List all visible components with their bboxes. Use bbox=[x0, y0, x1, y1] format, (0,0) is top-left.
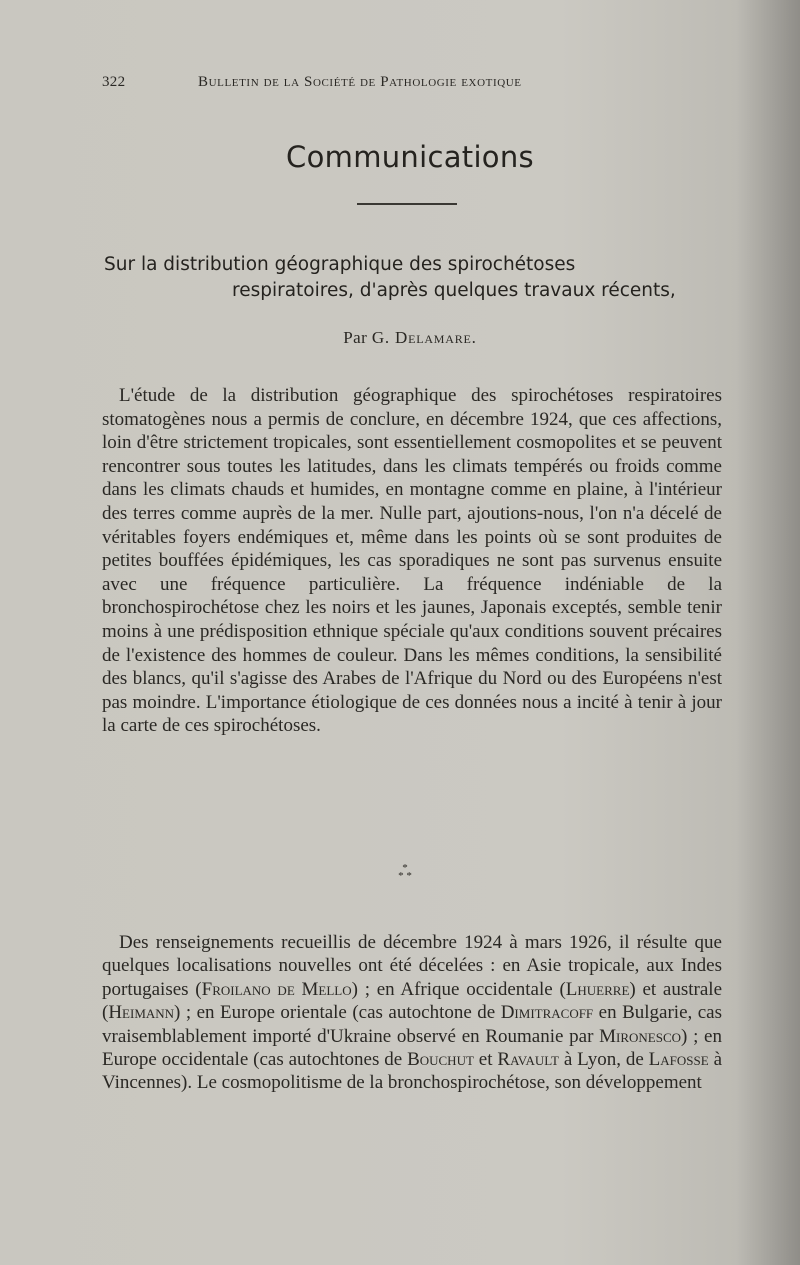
paragraph-2-text: ) ; en Europe orientale (cas autochtone de bbox=[174, 1002, 501, 1024]
paragraph-2-text: ) et australe ( bbox=[102, 978, 723, 1024]
section-title: Communications bbox=[286, 140, 534, 174]
cited-author: Lhuerre bbox=[565, 978, 630, 1000]
journal-title: Bulletin de la Société de Pathologie exotique bbox=[198, 74, 522, 90]
paragraph-2-text: et bbox=[473, 1049, 498, 1071]
cited-author: Dimitracoff bbox=[500, 1002, 594, 1024]
article-title bbox=[104, 252, 724, 304]
cited-author: Mironesco bbox=[599, 1025, 682, 1047]
paragraph-2-text: en Bulgarie, cas vraisemblablement importé d'Ukraine observé en Roumanie par bbox=[102, 1002, 723, 1047]
cited-author: Bouchut bbox=[407, 1049, 474, 1071]
paragraph-2-text: ) ; en Afrique occidentale ( bbox=[351, 978, 566, 1000]
asterism: * * * bbox=[398, 862, 412, 882]
paragraph-2 bbox=[102, 931, 722, 1095]
paragraph-2-text: à Lyon, de bbox=[558, 1049, 649, 1071]
paragraph-2-text: à Vincennes). Le cosmopolitisme de la bronchospirochétose, son développement bbox=[102, 1049, 723, 1094]
byline-prefix: Par bbox=[343, 328, 368, 347]
cited-author: Heimann bbox=[108, 1002, 175, 1024]
title-rule bbox=[357, 203, 457, 205]
paragraph-2-text: ) ; en Europe occidentale (cas autochtones de bbox=[102, 1025, 722, 1071]
article-title-line-1: Sur la distribution géographique des spirochétoses bbox=[104, 254, 576, 275]
article-title-line-2: respiratoires, d'après quelques travaux récents, bbox=[232, 280, 676, 301]
cited-author: Ravault bbox=[497, 1049, 559, 1071]
paragraph-1: L'étude de la distribution géographique des spirochétoses respiratoires stomatogènes nous a permis de conclure, en décembre 1924, que ces affections, loin d'être strictement tropicales, sont essentiellement cosmopolites et se peuvent rencontrer sous toutes les latitudes, dans les climats tempérés ou froids comme dans les climats chauds et humides, en montagne comme en plaine, à l'intérieur des terres comme auprès de la mer. Nulle part, ajoutions-nous, l'on n'a décelé de véritables foyers endémiques et, même dans les points où se sont produites de petites bouffées épidémiques, les cas sporadiques ne sont pas survenus ensuite avec une fréquence particulière. La fréquence indéniable de la bronchospirochétose chez les noirs et les jaunes, Japonais exceptés, semble tenir moins à une prédisposition ethnique spéciale qu'aux conditions souvent précaires de l'existence des hommes de couleur. Dans les mêmes conditions, la sensibilité des blancs, qu'il s'agisse des Arabes de l'Afrique du Nord ou des Européens n'est pas moindre. L'importance étiologique de ces données nous a incité à tenir à jour la carte de ces spirochétoses. bbox=[102, 385, 722, 737]
byline bbox=[0, 328, 800, 348]
paragraph-2-text: Des renseignements recueillis de décembre 1924 à mars 1926, il résulte que quelques localisations nouvelles ont été décelées : en Asie tropicale, aux Indes portugaises ( bbox=[102, 932, 722, 1000]
author-name: G. Delamare. bbox=[371, 328, 477, 347]
page-number: 322 bbox=[102, 74, 126, 90]
cited-author: Froilano de Mello bbox=[201, 978, 352, 1000]
running-head bbox=[102, 74, 632, 94]
cited-author: Lafosse bbox=[648, 1049, 709, 1071]
